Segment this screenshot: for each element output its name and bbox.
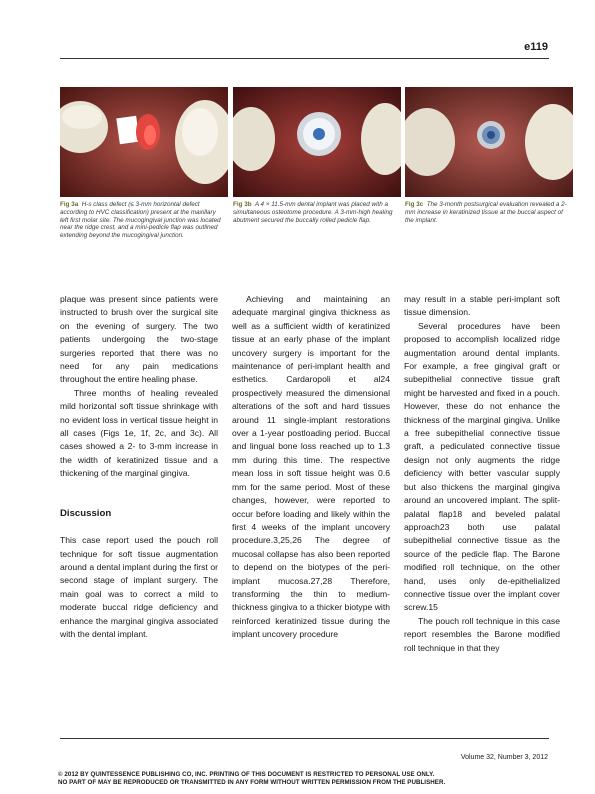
copyright-line-1: © 2012 BY QUINTESSENCE PUBLISHING CO, INC. PRINTING OF THIS DOCUMENT IS RESTRICTED TO PERSONAL USE ONLY.	[58, 771, 435, 778]
header-rule	[60, 58, 549, 59]
column-3	[404, 293, 560, 655]
figure-3a-photo	[60, 87, 228, 197]
body-paragraph: plaque was present since patients were instructed to brush over the surgical site on the evening of surgery. The two patients undergoing the two-stage surgeries reported that there was no need for any pain medications throughout the entire healing phase.	[60, 294, 218, 385]
copyright-notice	[58, 771, 445, 788]
figure-3b-caption-text: A 4 × 11.5-mm dental implant was placed with a simultaneous osteotome procedure. A 3-mm-high healing abutment secured the buccally rolled pedicle flap.	[233, 201, 393, 224]
figure-3c-caption-text: The 3-month postsurgical evaluation revealed a 2-mm increase in keratinized tissue at the buccal aspect of the implant.	[405, 201, 567, 224]
figure-3b-photo	[233, 87, 401, 197]
body-paragraph: The pouch roll technique in this case report resembles the Barone modified roll technique in that they	[404, 615, 560, 653]
body-paragraph: Several procedures have been proposed to accomplish localized ridge augmentation around dental implants. For example, a free gingival graft or subepithelial connective tissue graft might be harvested and fixed in a pouch. However, these do not enhance the thickness of the marginal gingiva. Unlike a free subepithelial connective tissue graft, a pediculated connective tissue design not only augments the ridge deficiency with better vascular supply but also thickens the marginal gingiva around an uncovered implant. The split-palatal flap18 and beveled palatal approach23 both use palatal subepithelial connective tissue as the source of the pedicle flap. The Barone modified roll technique, on the other hand, uses only de-epithelialized connective tissue over the implant cover screw.15	[404, 320, 560, 613]
journal-issue: Volume 32, Number 3, 2012	[460, 754, 548, 761]
footer-rule	[60, 738, 549, 739]
figure-3a-caption	[60, 201, 225, 240]
figure-3a-caption-text: H-s class defect (≤ 3-mm horizontal defect according to HVC classification) present at the maxillary left first molar site. The mucogingival junction was located near the ridge crest, and a mini-pedicle flap was outlined extending beyond the mucogingival junction.	[60, 201, 221, 240]
figure-3a-label: Fig 3a	[60, 201, 79, 208]
figure-3c-caption	[405, 201, 570, 224]
body-paragraph: Three months of healing revealed mild horizontal soft tissue shrinkage with no evident loss in vertical tissue height in all cases (Figs 1e, 1f, 2c, and 3c). All cases showed a 2- to 3-mm increase in the width of keratinized tissue and a thickening of the marginal gingiva.	[60, 387, 218, 479]
figure-3b-label: Fig 3b	[233, 201, 252, 208]
figure-3c-label: Fig 3c	[405, 201, 424, 208]
page-number: e119	[524, 41, 548, 53]
copyright-line-2: NO PART OF MAY BE REPRODUCED OR TRANSMITTED IN ANY FORM WITHOUT WRITTEN PERMISSION FROM THE PUBLISHER.	[58, 779, 446, 787]
section-heading-discussion: Discussion	[60, 508, 112, 520]
body-paragraph: may result in a stable peri-implant soft tissue dimension.	[404, 294, 560, 318]
body-paragraph: Achieving and maintaining an adequate marginal gingiva thickness as well as a sufficient width of keratinized tissue at an early phase of the implant uncovery surgery is important for the maintenance of peri-implant health and esthetics. Cardaropoli et al24 prospectively measured the dimensional alterations of the soft and hard tissues around 11 single-implant restorations over a 1-year postloading period. Buccal and lingual bone loss reached up to 1.3 mm during this time. The respective mean loss in soft tissue height was 0.6 mm for the same period. Most of these changes, however, were reported to occur before loading and likely within the first 4 weeks of the implant uncovery procedure.3,25,26 The degree of mucosal collapse has also been reported to depend on the biotypes of the peri-implant mucosa.27,28 Therefore, transforming the thin to medium-thickness gingiva to a thicker biotype with reinforced keratinized tissue during the implant uncovery procedure	[232, 294, 390, 640]
figure-3b-caption	[233, 201, 398, 224]
column-2	[232, 293, 390, 642]
body-paragraph: This case report used the pouch roll technique for soft tissue augmentation around a dental implant during the first or second stage of implant surgery. The main goal was to correct a mild to moderate buccal ridge deficiency and enhance the marginal gingiva associated with the dental implant.	[60, 535, 218, 640]
column-1	[60, 293, 218, 642]
figure-3c-photo	[405, 87, 573, 197]
